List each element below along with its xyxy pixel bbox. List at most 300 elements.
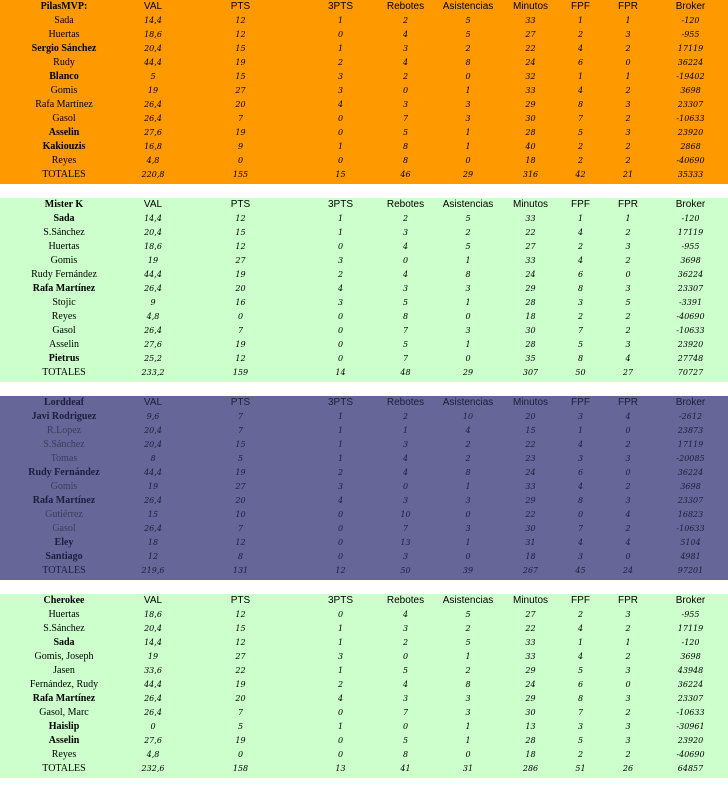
stat-cell: 5 <box>465 610 471 619</box>
stat-cell: -19402 <box>676 72 705 81</box>
total-cell: 26 <box>622 764 634 773</box>
total-cell: 42 <box>575 170 586 179</box>
stat-cell: 28 <box>525 298 536 307</box>
totals-row <box>0 366 728 380</box>
stat-cell: 12 <box>235 538 246 547</box>
total-cell: 41 <box>400 764 411 773</box>
stat-cell: 22 <box>525 624 536 633</box>
player-name: R.Lopez <box>46 425 82 436</box>
stat-cell: 2 <box>337 680 344 689</box>
stat-cell: 0 <box>337 340 344 349</box>
player-name: Rudy <box>53 57 75 68</box>
stat-cell: 3 <box>465 326 471 335</box>
stat-cell: 3 <box>337 256 344 265</box>
stat-cell: 0 <box>337 524 344 533</box>
stat-cell: -955 <box>681 30 700 39</box>
player-row <box>0 438 728 452</box>
player-row <box>0 140 728 154</box>
stat-cell: 4 <box>577 44 584 53</box>
player-row <box>0 692 728 706</box>
player-name: Asselin <box>49 339 79 350</box>
stat-cell: 23873 <box>677 426 704 435</box>
stat-cell: 20,4 <box>144 426 162 435</box>
stat-cell: -120 <box>681 638 700 647</box>
total-cell: 29 <box>462 368 474 377</box>
stat-cell: 0 <box>237 156 244 165</box>
stat-cell: 2 <box>337 270 344 279</box>
totals-label: TOTALES <box>42 565 86 576</box>
stat-cell: 2 <box>625 524 631 533</box>
stat-cell: 4 <box>577 538 584 547</box>
stat-cell: 3 <box>625 694 631 703</box>
total-cell: 267 <box>522 566 539 575</box>
player-name: Gutiérrez <box>45 509 83 520</box>
stat-cell: -3391 <box>678 298 703 307</box>
player-name: Gomis <box>50 481 78 492</box>
stat-cell: 4 <box>337 694 344 703</box>
total-cell: 219,6 <box>141 566 165 575</box>
stat-cell: 19 <box>235 128 246 137</box>
stat-cell: 2 <box>577 30 584 39</box>
total-cell: 131 <box>232 566 249 575</box>
player-name: Santiago <box>45 551 83 562</box>
stat-cell: 3 <box>577 454 584 463</box>
stat-cell: -40690 <box>676 156 705 165</box>
stat-cell: 29 <box>525 100 536 109</box>
stat-cell: 5 <box>577 666 584 675</box>
stat-cell: 7 <box>577 708 584 717</box>
stat-cell: 3 <box>402 228 409 237</box>
stat-cell: 2 <box>577 242 584 251</box>
stat-cell: 8 <box>577 354 584 363</box>
stat-cell: 20,4 <box>144 228 162 237</box>
stat-cell: 19 <box>235 340 246 349</box>
stat-cell: 15 <box>235 72 246 81</box>
stat-cell: 0 <box>337 114 344 123</box>
player-row <box>0 508 728 522</box>
column-header: FPR <box>618 1 638 12</box>
player-row <box>0 650 728 664</box>
stat-cell: 3 <box>577 412 584 421</box>
stat-cell: 23920 <box>677 340 704 349</box>
stat-cell: 3 <box>625 30 631 39</box>
stat-cell: 33 <box>525 256 536 265</box>
stat-cell: 4 <box>625 538 631 547</box>
stat-cell: 3 <box>577 552 584 561</box>
stat-cell: 26,4 <box>144 326 162 335</box>
stat-cell: 5 <box>237 454 244 463</box>
stat-cell: 8 <box>402 750 409 759</box>
stat-cell: 23307 <box>677 100 704 109</box>
stat-cell: 19 <box>147 652 159 661</box>
stat-cell: 4 <box>465 426 471 435</box>
stat-cell: 23307 <box>677 496 704 505</box>
stat-cell: -40690 <box>676 312 705 321</box>
stat-cell: 3 <box>577 722 584 731</box>
player-name: Huertas <box>48 241 80 252</box>
stat-cell: 4 <box>402 454 409 463</box>
stat-cell: 2 <box>625 708 631 717</box>
player-row <box>0 240 728 254</box>
stat-cell: 14,4 <box>144 16 162 25</box>
stat-cell: 1 <box>337 142 344 151</box>
header-row <box>0 198 728 212</box>
stat-cell: 18 <box>525 552 536 561</box>
player-row <box>0 84 728 98</box>
stat-cell: 0 <box>465 72 471 81</box>
player-name: Pietrus <box>48 353 80 364</box>
stat-cell: 27 <box>235 86 246 95</box>
stat-cell: 2 <box>625 44 631 53</box>
stat-cell: 0 <box>465 750 471 759</box>
stat-cell: 14,4 <box>144 214 162 223</box>
stat-cell: 1 <box>465 538 471 547</box>
stat-cell: 4,8 <box>146 750 160 759</box>
stat-cell: 3 <box>337 482 344 491</box>
stat-cell: 4 <box>577 228 584 237</box>
player-name: S.Sánchez <box>43 439 85 450</box>
stat-cell: 29 <box>525 496 536 505</box>
stat-cell: 8 <box>577 496 584 505</box>
stat-cell: 0 <box>577 510 584 519</box>
player-name: Reyes <box>51 749 77 760</box>
column-header: Broker <box>675 1 706 12</box>
stat-cell: 5 <box>465 242 471 251</box>
stat-cell: 3 <box>625 128 631 137</box>
team-name: PilasMVP: <box>40 1 88 12</box>
column-header: 3PTS <box>327 397 353 408</box>
total-cell: 50 <box>400 566 411 575</box>
player-row <box>0 748 728 762</box>
stat-cell: -955 <box>681 242 700 251</box>
stat-cell: 3 <box>402 44 409 53</box>
stat-cell: 2 <box>465 624 471 633</box>
total-cell: 50 <box>575 368 586 377</box>
stat-cell: 3698 <box>680 256 701 265</box>
stat-cell: 1 <box>465 652 471 661</box>
stat-cell: -40690 <box>676 750 705 759</box>
stat-cell: 0 <box>337 610 344 619</box>
stat-cell: 3 <box>465 496 471 505</box>
total-cell: 233,2 <box>141 368 165 377</box>
stat-cell: 1 <box>465 722 471 731</box>
header-row <box>0 396 728 410</box>
stat-cell: 27 <box>525 242 536 251</box>
team-table <box>0 0 728 182</box>
stat-cell: 3 <box>465 694 471 703</box>
stat-cell: 7 <box>577 524 584 533</box>
stat-cell: 4 <box>337 284 344 293</box>
column-header: PTS <box>230 199 251 210</box>
stat-cell: 43948 <box>677 666 704 675</box>
player-row <box>0 212 728 226</box>
stat-cell: 8 <box>577 284 584 293</box>
stat-cell: 13 <box>525 722 536 731</box>
column-header: VAL <box>143 595 163 606</box>
stat-cell: 2 <box>465 666 471 675</box>
stat-cell: 33 <box>525 638 536 647</box>
stat-cell: 44,4 <box>144 270 162 279</box>
team-name: Mister K <box>44 199 84 210</box>
stat-cell: 32 <box>525 72 536 81</box>
player-row <box>0 310 728 324</box>
player-row <box>0 424 728 438</box>
stat-cell: 1 <box>625 72 631 81</box>
stat-cell: 29 <box>525 666 536 675</box>
player-row <box>0 608 728 622</box>
stat-cell: 0 <box>337 538 344 547</box>
player-row <box>0 622 728 636</box>
stat-cell: 30 <box>525 114 536 123</box>
stat-cell: 16823 <box>677 510 704 519</box>
player-name: Fernández, Rudy <box>29 679 99 690</box>
totals-label: TOTALES <box>42 763 86 774</box>
stat-cell: 26,4 <box>144 284 162 293</box>
stat-cell: 2 <box>465 454 471 463</box>
stat-cell: 30 <box>525 326 536 335</box>
player-name: Kakiouzis <box>42 141 86 152</box>
total-cell: 27 <box>622 368 634 377</box>
team-table <box>0 198 728 380</box>
player-name: S.Sánchez <box>43 623 85 634</box>
stat-cell: 4 <box>577 86 584 95</box>
player-name: Rudy Fernández <box>28 467 100 478</box>
stat-cell: 44,4 <box>144 680 162 689</box>
stat-cell: 3 <box>337 298 344 307</box>
stat-cell: 12 <box>235 16 246 25</box>
total-cell: 29 <box>462 170 474 179</box>
stat-cell: 3 <box>625 722 631 731</box>
stat-cell: 20 <box>235 694 246 703</box>
stat-cell: 28 <box>525 340 536 349</box>
stat-cell: 27 <box>525 610 536 619</box>
column-header: Minutos <box>512 595 548 606</box>
column-header: Rebotes <box>386 199 425 210</box>
stat-cell: 2 <box>625 114 631 123</box>
stat-cell: 0 <box>337 354 344 363</box>
player-name: Asselin <box>48 735 80 746</box>
stat-cell: 0 <box>402 482 409 491</box>
player-name: Blanco <box>49 71 79 82</box>
stat-cell: 23 <box>525 454 536 463</box>
stat-cell: 20 <box>235 284 246 293</box>
stat-cell: 5 <box>402 666 409 675</box>
player-row <box>0 452 728 466</box>
stat-cell: 18,6 <box>144 242 162 251</box>
stat-cell: 18,6 <box>144 610 162 619</box>
player-row <box>0 154 728 168</box>
stat-cell: 10 <box>462 412 474 421</box>
total-cell: 286 <box>522 764 539 773</box>
totals-label: TOTALES <box>42 367 86 378</box>
stat-cell: 1 <box>577 426 584 435</box>
stat-cell: 18 <box>525 750 536 759</box>
stat-cell: 0 <box>150 722 156 731</box>
column-header: VAL <box>143 199 163 210</box>
stat-cell: 1 <box>625 214 631 223</box>
block-gap <box>0 382 728 396</box>
stat-cell: 8 <box>150 454 156 463</box>
total-cell: 159 <box>232 368 249 377</box>
player-row <box>0 296 728 310</box>
stat-cell: 0 <box>337 750 344 759</box>
stat-cell: 22 <box>525 44 536 53</box>
total-cell: 232,6 <box>141 764 165 773</box>
stat-cell: 7 <box>402 326 409 335</box>
stat-cell: 12 <box>235 638 246 647</box>
column-header: VAL <box>143 397 163 408</box>
stat-cell: 33 <box>525 214 536 223</box>
stat-cell: 15 <box>147 510 159 519</box>
stat-cell: 0 <box>337 510 344 519</box>
stat-cell: 3 <box>465 114 471 123</box>
stat-cell: 8 <box>402 156 409 165</box>
stat-cell: 1 <box>337 666 344 675</box>
stat-cell: 4 <box>402 242 409 251</box>
stat-cell: 0 <box>625 680 631 689</box>
stat-cell: 27,6 <box>144 340 162 349</box>
stat-cell: 2 <box>577 312 584 321</box>
stat-cell: 5 <box>625 298 631 307</box>
stat-cell: 2868 <box>680 142 701 151</box>
stat-cell: 3 <box>402 284 409 293</box>
total-cell: 46 <box>400 170 411 179</box>
stat-cell: 5 <box>465 638 471 647</box>
column-header: Broker <box>675 199 706 210</box>
stat-cell: 2 <box>625 326 631 335</box>
stat-cell: 4 <box>402 30 409 39</box>
player-name: Reyes <box>51 311 77 322</box>
stat-cell: 15 <box>235 440 246 449</box>
stat-cell: 19 <box>235 680 246 689</box>
player-row <box>0 324 728 338</box>
player-name: Sada <box>53 213 75 224</box>
stat-cell: 20,4 <box>144 624 162 633</box>
stat-cell: 1 <box>402 426 409 435</box>
player-name: Gomis <box>50 85 78 96</box>
player-row <box>0 226 728 240</box>
stat-cell: 5 <box>465 16 471 25</box>
stat-cell: 8 <box>465 680 471 689</box>
team-name: Lorddeaf <box>44 397 84 408</box>
player-name: Rafa Martínez <box>32 283 96 294</box>
stat-cell: 23307 <box>677 694 704 703</box>
team-block <box>0 594 728 778</box>
column-header: FPF <box>571 1 590 12</box>
stat-cell: 27 <box>525 30 536 39</box>
stat-cell: 31 <box>525 538 536 547</box>
stat-cell: 6 <box>577 58 584 67</box>
stat-cell: 16,8 <box>144 142 162 151</box>
player-row <box>0 98 728 112</box>
stat-cell: 5 <box>577 736 584 745</box>
stat-cell: 3 <box>337 72 344 81</box>
stat-cell: 0 <box>337 128 344 137</box>
total-cell: 51 <box>575 764 586 773</box>
column-header: PTS <box>230 595 251 606</box>
stat-cell: 26,4 <box>144 524 162 533</box>
stat-cell: 23920 <box>677 736 704 745</box>
stat-cell: 3 <box>402 624 409 633</box>
stat-cell: 1 <box>465 482 471 491</box>
stat-cell: 3698 <box>680 652 701 661</box>
stat-cell: 12 <box>235 214 246 223</box>
total-cell: 14 <box>335 368 346 377</box>
stat-cell: 7 <box>237 412 244 421</box>
stat-cell: 24 <box>525 58 536 67</box>
stat-cell: -20085 <box>676 454 705 463</box>
stat-cell: 7 <box>402 708 409 717</box>
stat-cell: 19 <box>147 256 159 265</box>
totals-row <box>0 564 728 578</box>
stat-cell: 0 <box>337 156 344 165</box>
stat-cell: 5104 <box>680 538 701 547</box>
stat-cell: 33 <box>525 482 536 491</box>
stat-cell: 8 <box>402 142 409 151</box>
player-row <box>0 28 728 42</box>
stat-cell: 1 <box>465 736 471 745</box>
stat-cell: 1 <box>337 412 344 421</box>
stat-cell: 5 <box>237 722 244 731</box>
column-header: FPR <box>618 397 638 408</box>
player-row <box>0 664 728 678</box>
player-row <box>0 678 728 692</box>
stat-cell: 7 <box>237 426 244 435</box>
player-name: Sada <box>54 15 74 26</box>
stat-cell: 36224 <box>677 468 704 477</box>
player-row <box>0 338 728 352</box>
stat-cell: 5 <box>465 214 471 223</box>
stat-cell: 3698 <box>680 482 701 491</box>
team-table <box>0 396 728 578</box>
stat-cell: 0 <box>465 510 471 519</box>
stat-cell: 2 <box>625 482 631 491</box>
stat-cell: 12 <box>235 242 246 251</box>
stat-cell: 1 <box>337 722 344 731</box>
total-cell: 21 <box>622 170 634 179</box>
total-cell: 48 <box>400 368 411 377</box>
stat-cell: 8 <box>465 58 471 67</box>
player-name: Tomas <box>50 453 78 464</box>
player-row <box>0 706 728 720</box>
header-row <box>0 0 728 14</box>
stat-cell: 2 <box>625 86 631 95</box>
stat-cell: 3 <box>402 552 409 561</box>
stat-cell: 3 <box>465 708 471 717</box>
stat-cell: -10633 <box>676 708 705 717</box>
stat-cell: 2 <box>625 228 631 237</box>
column-header: Asistencias <box>442 199 494 210</box>
stat-cell: 20,4 <box>144 44 162 53</box>
stat-cell: 1 <box>337 638 344 647</box>
stat-cell: 1 <box>337 16 344 25</box>
column-header: FPF <box>571 199 590 210</box>
stat-cell: 18,6 <box>144 30 162 39</box>
stat-cell: 3 <box>465 524 471 533</box>
team-block <box>0 0 728 184</box>
stat-cell: 0 <box>402 256 409 265</box>
stat-cell: 7 <box>402 524 409 533</box>
column-header: 3PTS <box>327 199 353 210</box>
stat-cell: 4 <box>577 482 584 491</box>
player-row <box>0 636 728 650</box>
stat-cell: 9,6 <box>146 412 160 421</box>
total-cell: 70727 <box>677 368 704 377</box>
total-cell: 158 <box>232 764 249 773</box>
player-name: Javi Rodriguez <box>31 411 97 422</box>
column-header: Asistencias <box>442 595 494 606</box>
column-header: Minutos <box>512 397 548 408</box>
